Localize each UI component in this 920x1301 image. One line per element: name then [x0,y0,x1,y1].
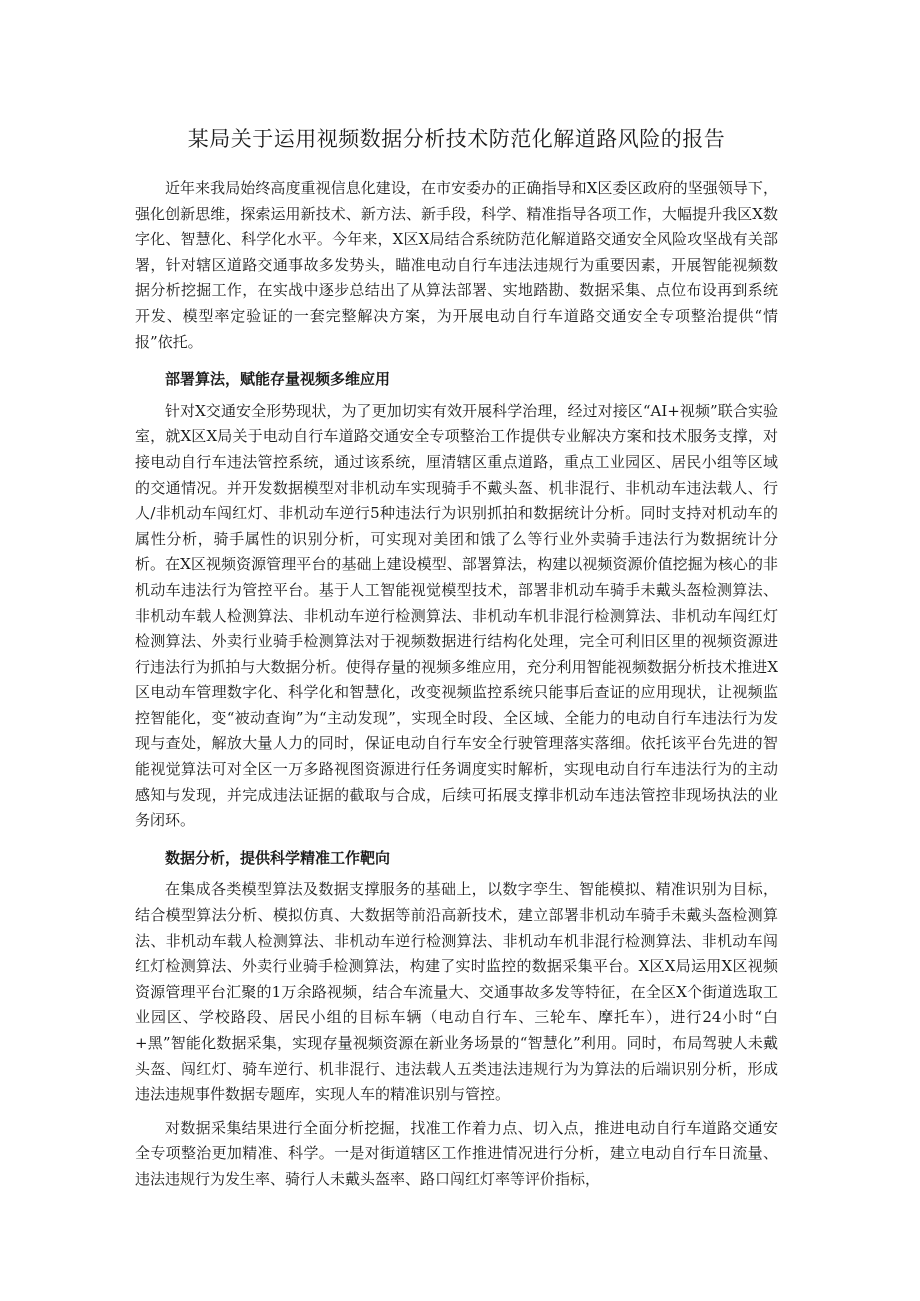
spacer [135,834,778,842]
section-body-data-analysis-2: 对数据采集结果进行全面分析挖掘，找准工作着力点、切入点，推进电动自行车道路交通安全专项整治更加精准、科学。一是对街道辖区工作推进情况进行分析，建立电动自行车日流量、违法违规行为发生率、骑行人未戴头盔率、路口闯红灯率等评价指标， [135,1118,778,1188]
section-body-deploy-algorithms: 针对X交通安全形势现状，为了更加切实有效开展科学治理，经过对接区“AI+视频”联合实验室，就X区X局关于电动自行车道路交通安全专项整治工作提供专业解决方案和技术服务支撑，对接电动自行车违法管控系统，通过该系统，厘清辖区重点道路，重点工业园区、居民小组等区域的交通情况。并开发数据模型对非机动车实现骑手不戴头盔、机非混行、非机动车违法载人、行人/非机动车闯红灯、非机动车逆行5种违法行为识别抓拍和数据统计分析。同时支持对机动车的属性分析，骑手属性的识别分析，可实现对美团和饿了么等行业外卖骑手违法行为数据统计分析。在X区视频资源管理平台的基础上建设模型、部署算法，构建以视频资源价值挖掘为核心的非机动车违法行为管控平台。基于人工智能视觉模型技术，部署非机动车骑手未戴头盔检测算法、非机动车载人检测算法、非机动车逆行检测算法、非机动车机非混行检测算法、非机动车闯红灯检测算法、外卖行业骑手检测算法对于视频数据进行结构化处理，完全可利旧区里的视频资源进行违法行为抓拍与大数据分析。使得存量的视频多维应用，充分利用智能视频数据分析技术推进X区电动车管理数字化、科学化和智慧化，改变视频监控系统只能事后查证的应用现状，让视频监控智能化，变“被动查询”为“主动发现”，实现全时段、全区域、全能力的电动自行车违法行为发现与查处，解放大量人力的同时，保证电动自行车安全行驶管理落实落细。依托该平台先进的智能视觉算法可对全区一万多路视图资源进行任务调度实时解析，实现电动自行车违法行为的主动感知与发现，并完成违法证据的截取与合成，后续可拓展支撑非机动车违法管控非现场执法的业务闭环。 [135,401,778,830]
spacer [135,355,778,363]
section-heading-deploy-algorithms: 部署算法，赋能存量视频多维应用 [165,370,391,389]
section-heading-data-analysis: 数据分析，提供科学精准工作靶向 [165,848,391,867]
document-title: 某局关于运用视频数据分析技术防范化解道路风险的报告 [187,127,726,151]
spacer [135,1108,778,1116]
intro-paragraph: 近年来我局始终高度重视信息化建设，在市安委办的正确指导和X区委区政府的坚强领导下，强化创新思维，探索运用新技术、新方法、新手段，科学、精准指导各项工作，大幅提升我区X数字化、智慧化、科学化水平。今年来，X区X局结合系统防范化解道路交通安全风险攻坚战有关部署，针对辖区道路交通事故多发势头，瞄准电动自行车违法违规行为重要因素，开展智能视频数据分析挖掘工作，在实战中逐步总结出了从算法部署、实地踏勘、数据采集、点位布设再到系统开发、模型率定验证的一套完整解决方案，为开展电动自行车道路交通安全专项整治提供“情报”依托。 [135,179,778,351]
section-body-data-analysis-1: 在集成各类模型算法及数据支撑服务的基础上，以数字孪生、智能模拟、精准识别为目标，结合模型算法分析、模拟仿真、大数据等前沿高新技术，建立部署非机动车骑手未戴头盔检测算法、非机动车载人检测算法、非机动车逆行检测算法、非机动车机非混行检测算法、非机动车闯红灯检测算法、外卖行业骑手检测算法，构建了实时监控的数据采集平台。X区X局运用X区视频资源管理平台汇聚的1万余路视频，结合车流量大、交通事故多发等特征，在全区X个街道选取工业园区、学校路段、居民小组的目标车辆（电动自行车、三轮车、摩托车），进行24小时“白+黑”智能化数据采集，实现存量视频资源在新业务场景的“智慧化”利用。同时，布局驾驶人未戴头盔、闯红灯、骑车逆行、机非混行、违法载人五类违法违规行为为算法的后端识别分析，形成违法违规事件数据专题库，实现人车的精准识别与管控。 [135,880,778,1104]
